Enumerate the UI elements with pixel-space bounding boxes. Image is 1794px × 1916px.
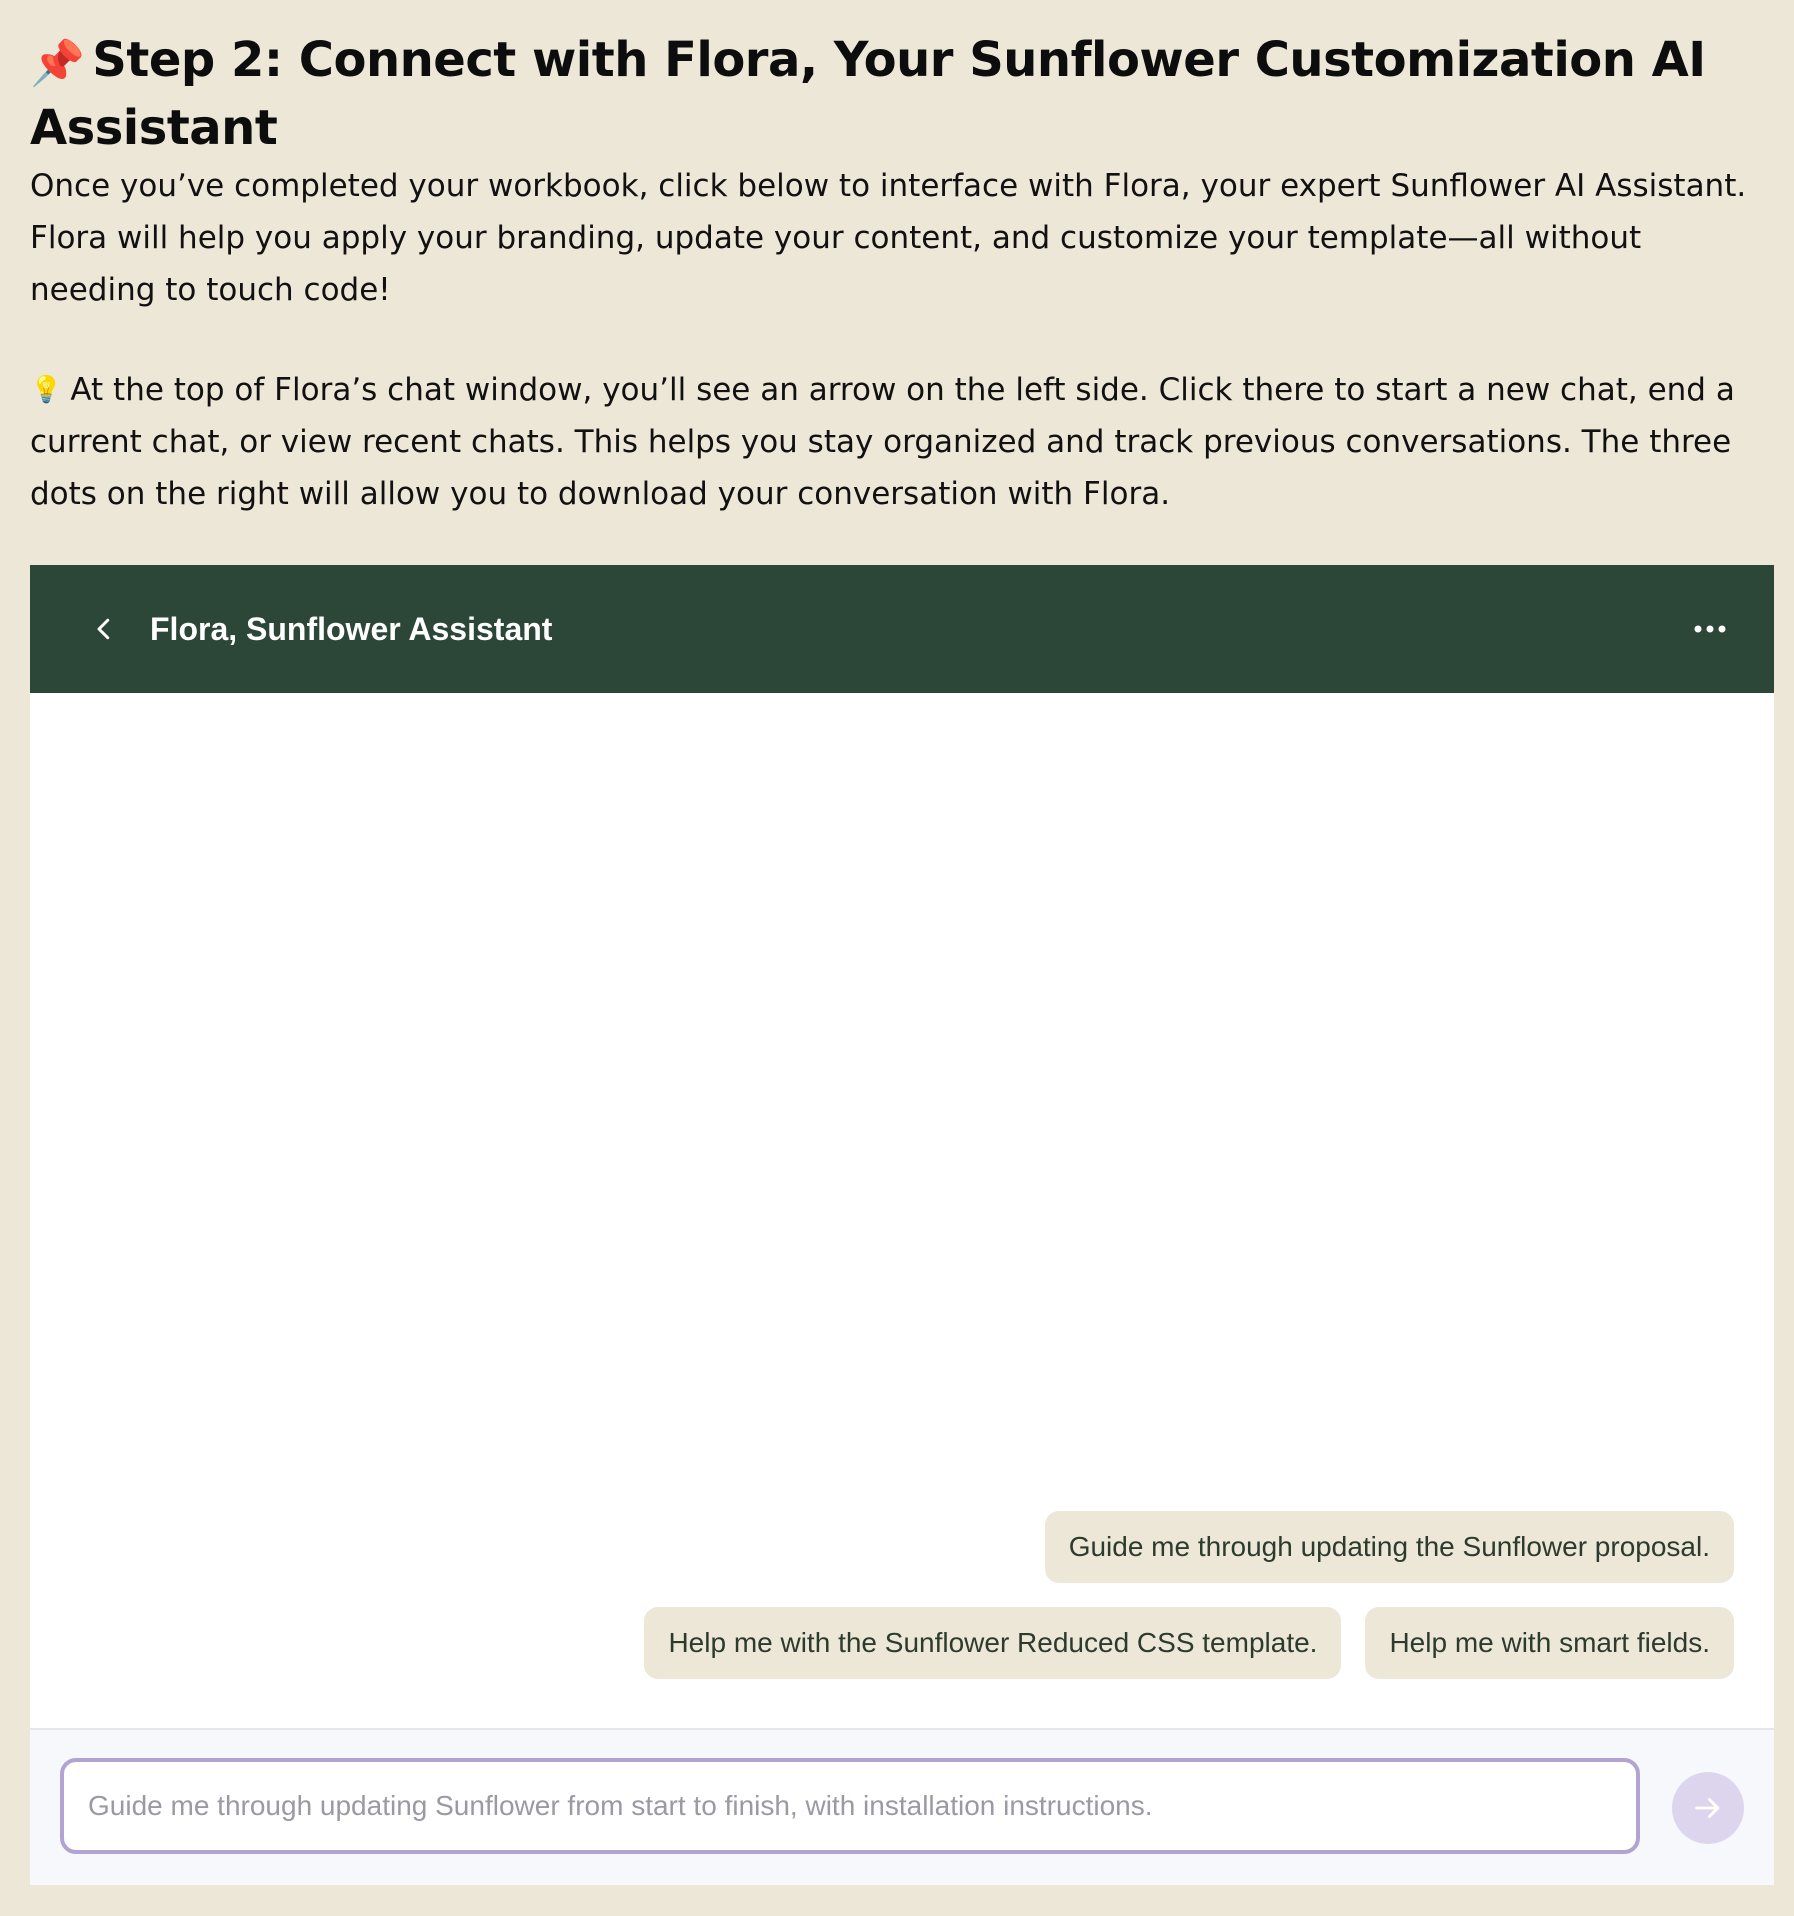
chat-window: [30, 565, 1774, 1885]
suggestion-reduced-css-template[interactable]: Help me with the Sunflower Reduced CSS template.: [644, 1607, 1341, 1679]
suggestion-row: [1045, 1511, 1734, 1583]
step-title-text: Step 2: Connect with Flora, Your Sunflower Customization AI Assistant: [30, 32, 1706, 156]
arrow-right-icon: [1691, 1791, 1725, 1825]
suggestion-update-proposal[interactable]: Guide me through updating the Sunflower proposal.: [1045, 1511, 1734, 1583]
back-button[interactable]: [80, 605, 128, 653]
suggestion-row: [644, 1607, 1734, 1679]
more-horizontal-icon: [1692, 623, 1728, 635]
tip-paragraph: [30, 364, 1770, 520]
message-composer: [30, 1728, 1774, 1885]
suggested-prompts: [434, 1511, 1734, 1679]
pushpin-icon: 📌: [30, 38, 85, 89]
message-input[interactable]: [60, 1758, 1640, 1854]
step-title: [30, 28, 1770, 160]
lightbulb-icon: 💡: [30, 375, 63, 405]
intro-paragraph: Once you’ve completed your workbook, click below to interface with Flora, your expert Sunflower AI Assistant. Flora will help you apply your branding, update your content, and customize your template—all without needing to touch code!: [30, 168, 1747, 308]
chat-header: [30, 565, 1774, 693]
chevron-left-icon: [89, 614, 119, 644]
send-button[interactable]: [1672, 1772, 1744, 1844]
chat-title: Flora, Sunflower Assistant: [150, 611, 553, 647]
tip-paragraph-text: At the top of Flora’s chat window, you’ll see an arrow on the left side. Click there to start a new chat, end a current chat, or view recent chats. This helps you stay organized and track previous conversations. The three dots on the right will allow you to download your conversation with Flora.: [30, 372, 1735, 512]
more-options-button[interactable]: [1686, 605, 1734, 653]
suggestion-smart-fields[interactable]: Help me with smart fields.: [1365, 1607, 1734, 1679]
intro-section: [30, 28, 1770, 520]
